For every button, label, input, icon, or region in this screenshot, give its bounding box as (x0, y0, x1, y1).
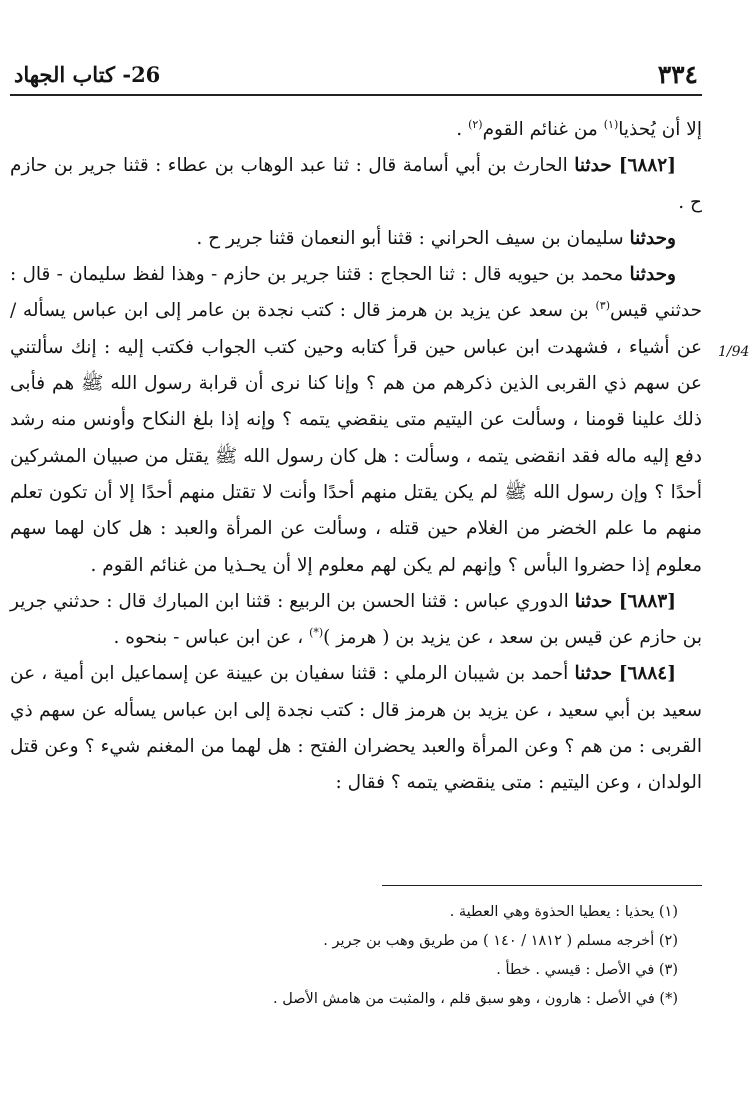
margin-folio-note: 1/94 (718, 344, 750, 360)
text-run: أحمد بن شيبان الرملي : قثنا سفيان بن عيينة عن إسماعيل ابن أمية ، عن سعيد بن أبي سعيد ، عن يزيد بن هرمز قال : كتب نجدة إلى ابن عباس يسأله عن سهم ذي القربى : من هم ؟ وعن المرأة والعبد يحضران الفتح : هل لهما من المغنم شيء ؟ وعن قتل الولدان ، وعن اليتيم : متى ينقضي يتمه ؟ فقال : (10, 663, 702, 794)
footnote-marker: (*) (309, 626, 324, 639)
text-run: من غنائم القوم (482, 119, 604, 140)
footnote-item: (١) يحذيا : يعطيا الحذوة وهي العطية . (449, 904, 678, 920)
text-run: . (456, 119, 469, 140)
text-run: سليمان بن سيف الحراني : قثنا أبو النعمان قثنا جرير ح . (196, 227, 630, 249)
page-header (10, 58, 702, 96)
hadith-heading: [٦٨٨٢] حدثنا (574, 155, 676, 177)
hadith-heading: [٦٨٨٣] حدثنا (574, 590, 676, 612)
paragraph-4 (10, 584, 702, 657)
text-run: محمد بن حيويه قال : ثنا الحجاج : قثنا جرير بن حازم - وهذا لفظ سليمان - قال : حدثني قيس (10, 264, 703, 322)
book-title: 26- كتاب الجهاد (14, 62, 161, 87)
paragraph-1 (10, 148, 702, 221)
footnote-item: (٣) في الأصل : قيسي . خطأ . (496, 962, 678, 978)
footnotes (10, 898, 678, 1014)
footnote-marker: (١) (603, 117, 619, 131)
text-run: بن سعد عن يزيد بن هرمز قال : كتب نجدة بن عامر إلى ابن عباس يسأله / عن أشياء ، فشهدت ابن عباس حين قرأ كتابه وحين كتب الجواب فكتب إليه : إنك سألتني عن سهم ذي القربى الذين ذكرهم من هم ؟ وإنا كنا نرى أن قرابة رسول الله ﷺ هم فأبى ذلك علينا قومنا ، وسألت عن اليتيم متى ينقضي يتمه ؟ وإنه إذا بلغ النكاح وأونس منه رشد دفع إليه ماله فقد انقضى يتمه ، وسألت : هل كان رسول الله ﷺ يقتل من صبيان المشركين أحدًا ؟ وإن رسول الله ﷺ لم يكن يقتل منهم أحدًا وأنت لا تقتل منهم أحدًا إلا أن تكون تعلم منهم ما علم الخضر من الغلام حين قتله ، وسألت عن المرأة والعبد : هل كان لهما سهم معلوم إذا حضروا البأس ؟ وإنهم لم يكن لهم معلوم إلا أن يحـذيا من غنائم القوم . (10, 300, 702, 576)
paragraph-2 (10, 221, 702, 257)
page-number: ٣٣٤ (657, 60, 698, 89)
paragraph-3 (10, 257, 702, 584)
narration-keyword: وحدثنا (629, 227, 676, 249)
footnote-divider (382, 885, 702, 886)
paragraph-5 (10, 656, 702, 801)
footnote-marker: (٢) (468, 117, 483, 131)
paragraph-0 (10, 112, 702, 148)
footnote-item: (٢) أخرجه مسلم ( ١٨١٢ / ١٤٠ ) من طريق وهب بن جرير . (323, 933, 678, 949)
narration-keyword: وحدثنا (629, 264, 676, 286)
text-run: الحارث بن أبي أسامة قال : ثنا عبد الوهاب بن عطاء : قثنا جرير بن حازم ح . (10, 155, 702, 213)
main-text (10, 112, 702, 802)
footnote-item: (*) في الأصل : هارون ، وهو سبق قلم ، والمثبت من هامش الأصل . (273, 991, 678, 1007)
footnote-marker: (٣) (595, 299, 610, 313)
text-run: الدوري عباس : قثنا الحسن بن الربيع : قثنا ابن المبارك قال : حدثني جرير بن حازم عن قيس بن سعد ، عن يزيد بن ( هرمز ) (10, 590, 702, 649)
text-run: ، عن ابن عباس - بنحوه . (113, 627, 310, 649)
hadith-heading: [٦٨٨٤] حدثنا (574, 663, 676, 685)
text-run: إلا أن يُحذيا (618, 119, 702, 140)
